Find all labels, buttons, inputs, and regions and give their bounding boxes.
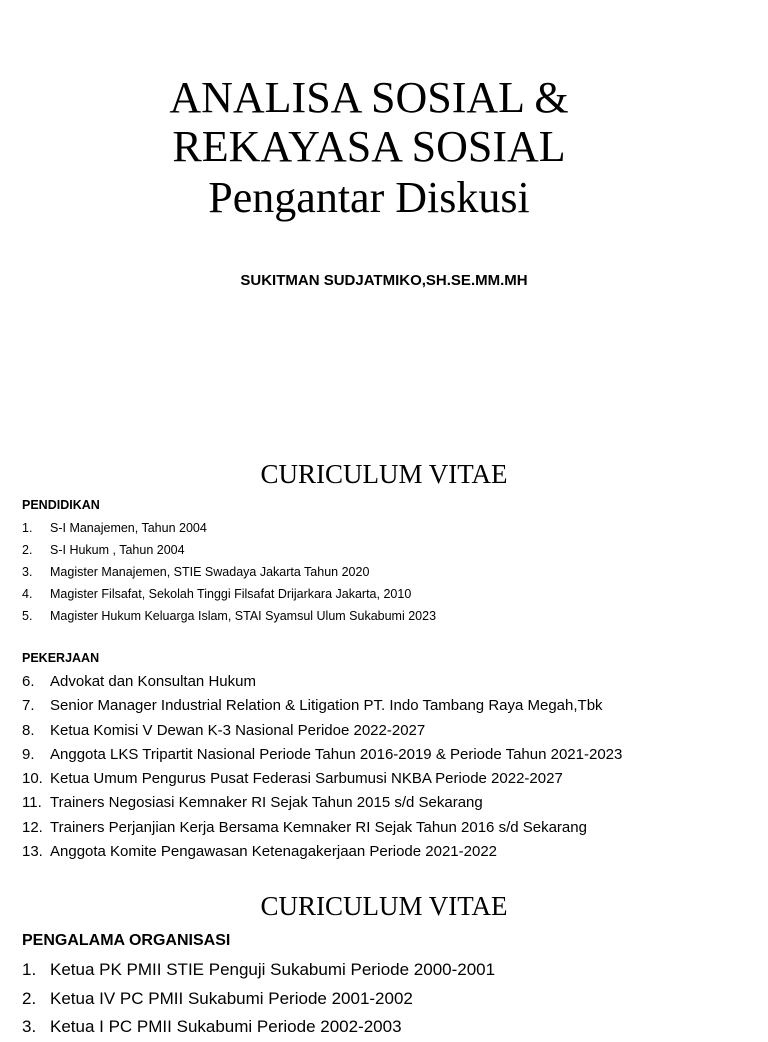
list-item bbox=[22, 517, 436, 539]
list-item bbox=[22, 583, 436, 605]
item-number: 12. bbox=[22, 818, 43, 836]
pendidikan-list bbox=[22, 517, 436, 627]
item-number: 4. bbox=[22, 587, 33, 601]
item-number: 6. bbox=[22, 673, 35, 690]
item-number: 2. bbox=[22, 988, 37, 1008]
list-item bbox=[22, 767, 622, 791]
pekerjaan-label: PEKERJAAN bbox=[22, 651, 100, 665]
item-text: S-I Hukum , Tahun 2004 bbox=[50, 543, 185, 557]
item-text: Ketua PK PMII STIE Penguji Sukabumi Periode 2000-2001 bbox=[50, 960, 496, 979]
subtitle: Pengantar Diskusi bbox=[208, 173, 530, 222]
list-item bbox=[22, 956, 495, 985]
item-text: Magister Manajemen, STIE Swadaya Jakarta Tahun 2020 bbox=[50, 565, 370, 579]
item-number: 9. bbox=[22, 745, 35, 763]
item-number: 7. bbox=[22, 697, 35, 715]
pendidikan-label: PENDIDIKAN bbox=[22, 498, 100, 512]
item-number: 2. bbox=[22, 543, 33, 557]
item-text: Magister Hukum Keluarga Islam, STAI Syamsul Ulum Sukabumi 2023 bbox=[50, 609, 437, 623]
cv-slide-1 bbox=[0, 440, 768, 860]
item-number: 8. bbox=[22, 721, 35, 739]
title-slide bbox=[0, 0, 768, 440]
organisasi-label: PENGALAMA ORGANISASI bbox=[22, 932, 231, 949]
cv-heading: CURICULUM VITAE bbox=[260, 459, 508, 489]
item-text: Ketua Komisi V Dewan K-3 Nasional Peridoe 2022-2027 bbox=[50, 721, 426, 739]
item-text: Anggota LKS Tripartit Nasional Periode Tahun 2016-2019 & Periode Tahun 2021-2023 bbox=[50, 745, 623, 763]
title-line-1: ANALISA SOSIAL & bbox=[169, 73, 569, 122]
list-item bbox=[22, 561, 436, 583]
list-item bbox=[22, 840, 622, 864]
list-item bbox=[22, 605, 436, 627]
list-item bbox=[22, 694, 622, 718]
item-text: S-I Manajemen, Tahun 2004 bbox=[50, 521, 207, 535]
item-text: Ketua I PC PMII Sukabumi Periode 2002-2003 bbox=[50, 1017, 402, 1036]
item-text: Trainers Perjanjian Kerja Bersama Kemnaker RI Sejak Tahun 2016 s/d Sekarang bbox=[50, 818, 587, 836]
item-number: 11. bbox=[22, 794, 42, 812]
list-item bbox=[22, 1013, 495, 1042]
item-text: Trainers Negosiasi Kemnaker RI Sejak Tahun 2015 s/d Sekarang bbox=[50, 794, 483, 812]
organisasi-list bbox=[22, 956, 495, 1042]
cv-slide-2 bbox=[0, 874, 768, 1036]
item-text: Magister Filsafat, Sekolah Tinggi Filsafat Drijarkara Jakarta, 2010 bbox=[50, 587, 412, 601]
item-text: Anggota Komite Pengawasan Ketenagakerjaan Periode 2021-2022 bbox=[50, 843, 497, 861]
list-item bbox=[22, 816, 622, 840]
list-item bbox=[22, 791, 622, 815]
title-line-2: REKAYASA SOSIAL bbox=[172, 122, 566, 171]
cv-heading: CURICULUM VITAE bbox=[260, 891, 508, 921]
list-item bbox=[22, 670, 622, 694]
item-text: Ketua IV PC PMII Sukabumi Periode 2001-2002 bbox=[50, 988, 413, 1008]
list-item bbox=[22, 985, 495, 1014]
list-item bbox=[22, 743, 622, 767]
item-number: 5. bbox=[22, 609, 33, 623]
item-text: Ketua Umum Pengurus Pusat Federasi Sarbumusi NKBA Periode 2022-2027 bbox=[50, 770, 563, 788]
item-number: 3. bbox=[22, 1017, 37, 1036]
item-number: 3. bbox=[22, 565, 33, 579]
item-number: 13. bbox=[22, 843, 43, 861]
item-number: 1. bbox=[22, 960, 37, 979]
pekerjaan-list bbox=[22, 670, 622, 864]
list-item bbox=[22, 719, 622, 743]
author-name: SUKITMAN SUDJATMIKO,SH.SE.MM.MH bbox=[240, 272, 528, 289]
item-number: 10. bbox=[22, 770, 43, 788]
item-text: Advokat dan Konsultan Hukum bbox=[50, 673, 256, 690]
item-text: Senior Manager Industrial Relation & Litigation PT. Indo Tambang Raya Megah,Tbk bbox=[50, 697, 603, 715]
list-item bbox=[22, 539, 436, 561]
item-number: 1. bbox=[22, 521, 33, 535]
